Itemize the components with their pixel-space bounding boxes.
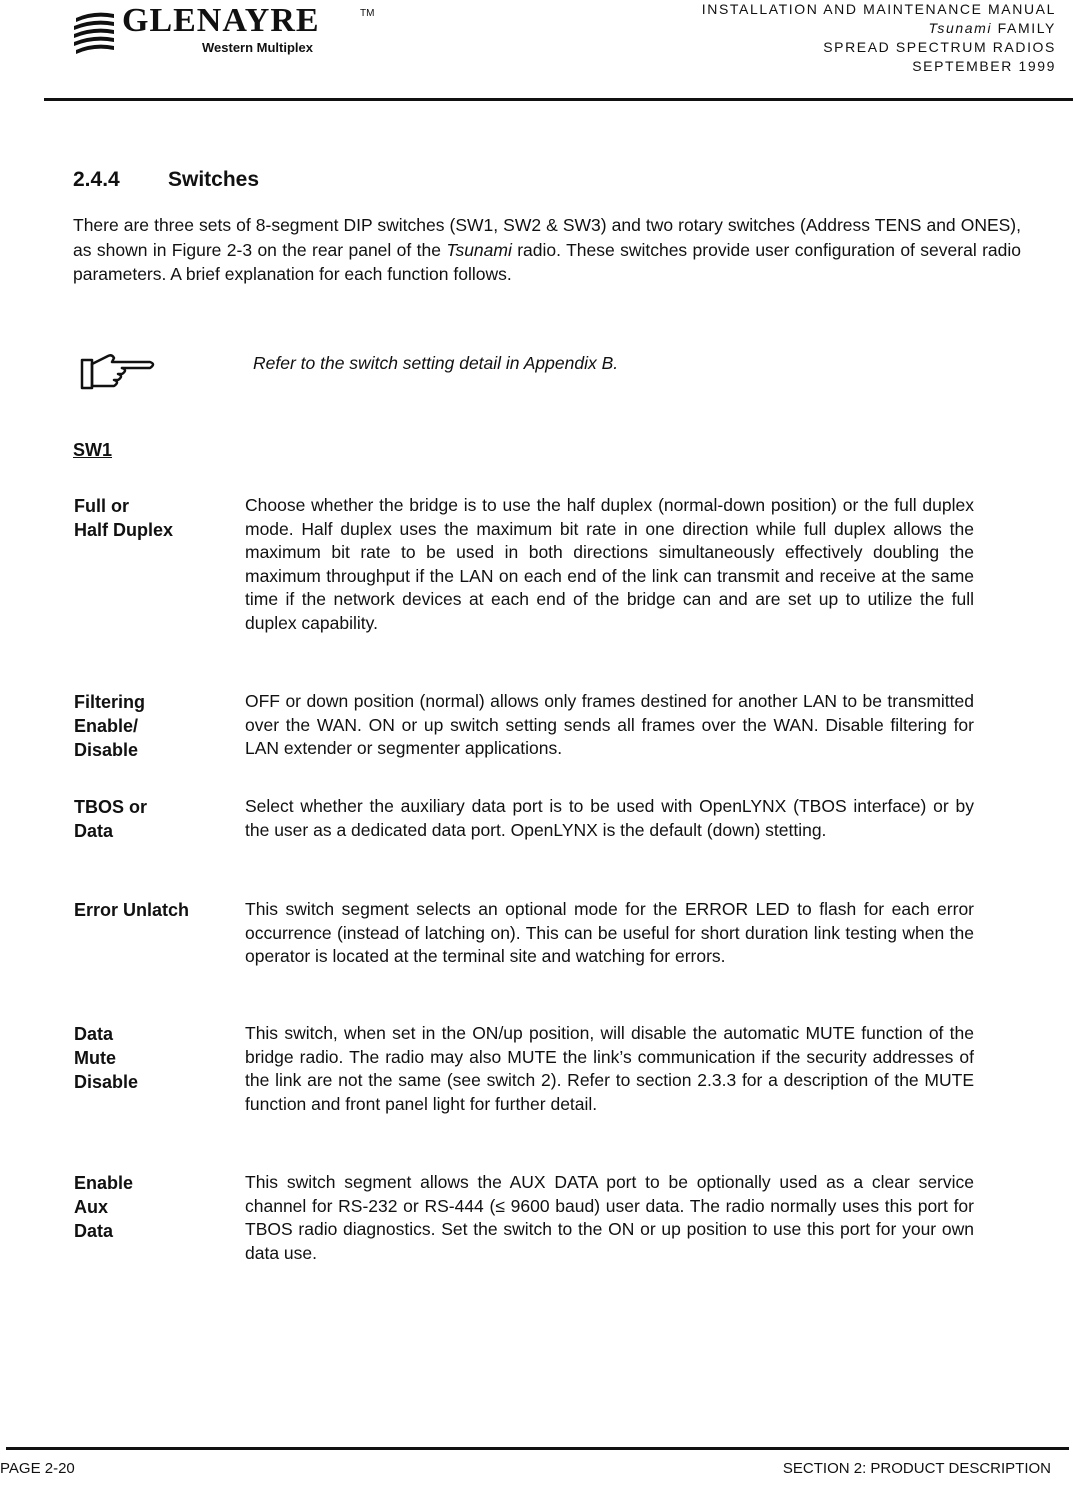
section-footer: SECTION 2: PRODUCT DESCRIPTION [782,1460,1051,1477]
desc-tbos-or-data: Select whether the auxiliary data port is to be used with OpenLYNX (TBOS interface) or by the user as a dedicated data port. OpenLYNX is the default (down) stetting. [245,796,974,840]
header-line-2 [702,19,1056,38]
term-data-mute-disable: Data Mute Disable [74,1024,139,1092]
logo-trademark: TM [360,8,375,19]
header-line-3: SPREAD SPECTRUM RADIOS [823,39,1056,55]
intro-text-2: radio. These switches provide user configuration of several radio parameters. A brief explanation for each function follows. [73,239,1021,284]
section-title: Switches [168,168,260,191]
header-family: FAMILY [992,20,1056,36]
page-number: PAGE 2-20 [0,1460,75,1477]
running-header [702,0,1056,76]
logo-name: GLENAYRE [122,2,320,39]
term-error-unlatch: Error Unlatch [74,900,190,920]
desc-data-mute-disable: This switch, when set in the ON/up position, will disable the automatic MUTE function of the bridge radio. The radio may also MUTE the link’s communication if the security addresses of the link are not the same (see switch 2). Refer to section 2.3.3 for a description of the MUTE function and front panel light for further detail. [245,1023,974,1114]
logo-stripes-icon [72,8,118,54]
desc-filtering: OFF or down position (normal) allows only frames destined for another LAN to be transmitted over the WAN. ON or up switch setting sends all frames over the WAN. Disable filtering for LAN extender or segmenter applications. [245,691,974,759]
company-logo [72,2,375,60]
section-heading [73,168,259,192]
section-number: 2.4.4 [73,168,120,191]
term-tbos-or-data: TBOS or Data [74,797,148,841]
header-date: SEPTEMBER 1999 [912,58,1056,74]
term-full-half-duplex: Full or Half Duplex [74,496,174,540]
header-product-name: Tsunami [928,20,993,36]
intro-text-1: There are three sets of 8-segment DIP switches (SW1, SW2 & SW3) and two rotary switches (Address TENS and ONES), as shown in Figure 2-3 on the rear panel of the [73,215,1021,260]
desc-full-half-duplex: Choose whether the bridge is to use the half duplex (normal-down position) or the full duplex mode. Half duplex uses the maximum bit rate in one direction while full duplex allows the maximum bit rate to be used in both directions simultaneously effectively doubling the maximum throughput if the LAN on each end of the link can transmit and receive at the same time if the network devices at each end of the bridge can and are set up to utilize the full duplex capability. [245,495,974,633]
footer-rule [6,1447,1069,1450]
logo-subtitle: Western Multiplex [202,40,314,55]
note-text: Refer to the switch setting detail in Appendix B. [253,353,619,373]
desc-error-unlatch: This switch segment selects an optional mode for the ERROR LED to flash for each error occurrence (instead of latching on). This can be useful for short duration link testing when the operator is located at the terminal site and watching for errors. [245,899,974,967]
intro-product-name: Tsunami [446,239,512,260]
pointing-hand-icon [78,346,158,394]
term-filtering: Filtering Enable/ Disable [74,692,145,760]
intro-paragraph [73,213,1021,287]
desc-enable-aux-data: This switch segment allows the AUX DATA port to be optionally used as a clear service channel for RS-232 or RS-444 (≤ 9600 baud) user data. The radio normally uses this port for TBOS radio diagnostics. Set the switch to the ON or up position to use this port for your own data use. [245,1172,974,1263]
term-enable-aux-data: Enable Aux Data [74,1173,134,1241]
header-rule [44,98,1073,101]
sw1-heading: SW1 [73,440,113,460]
header-line-1: INSTALLATION AND MAINTENANCE MANUAL [701,1,1056,17]
